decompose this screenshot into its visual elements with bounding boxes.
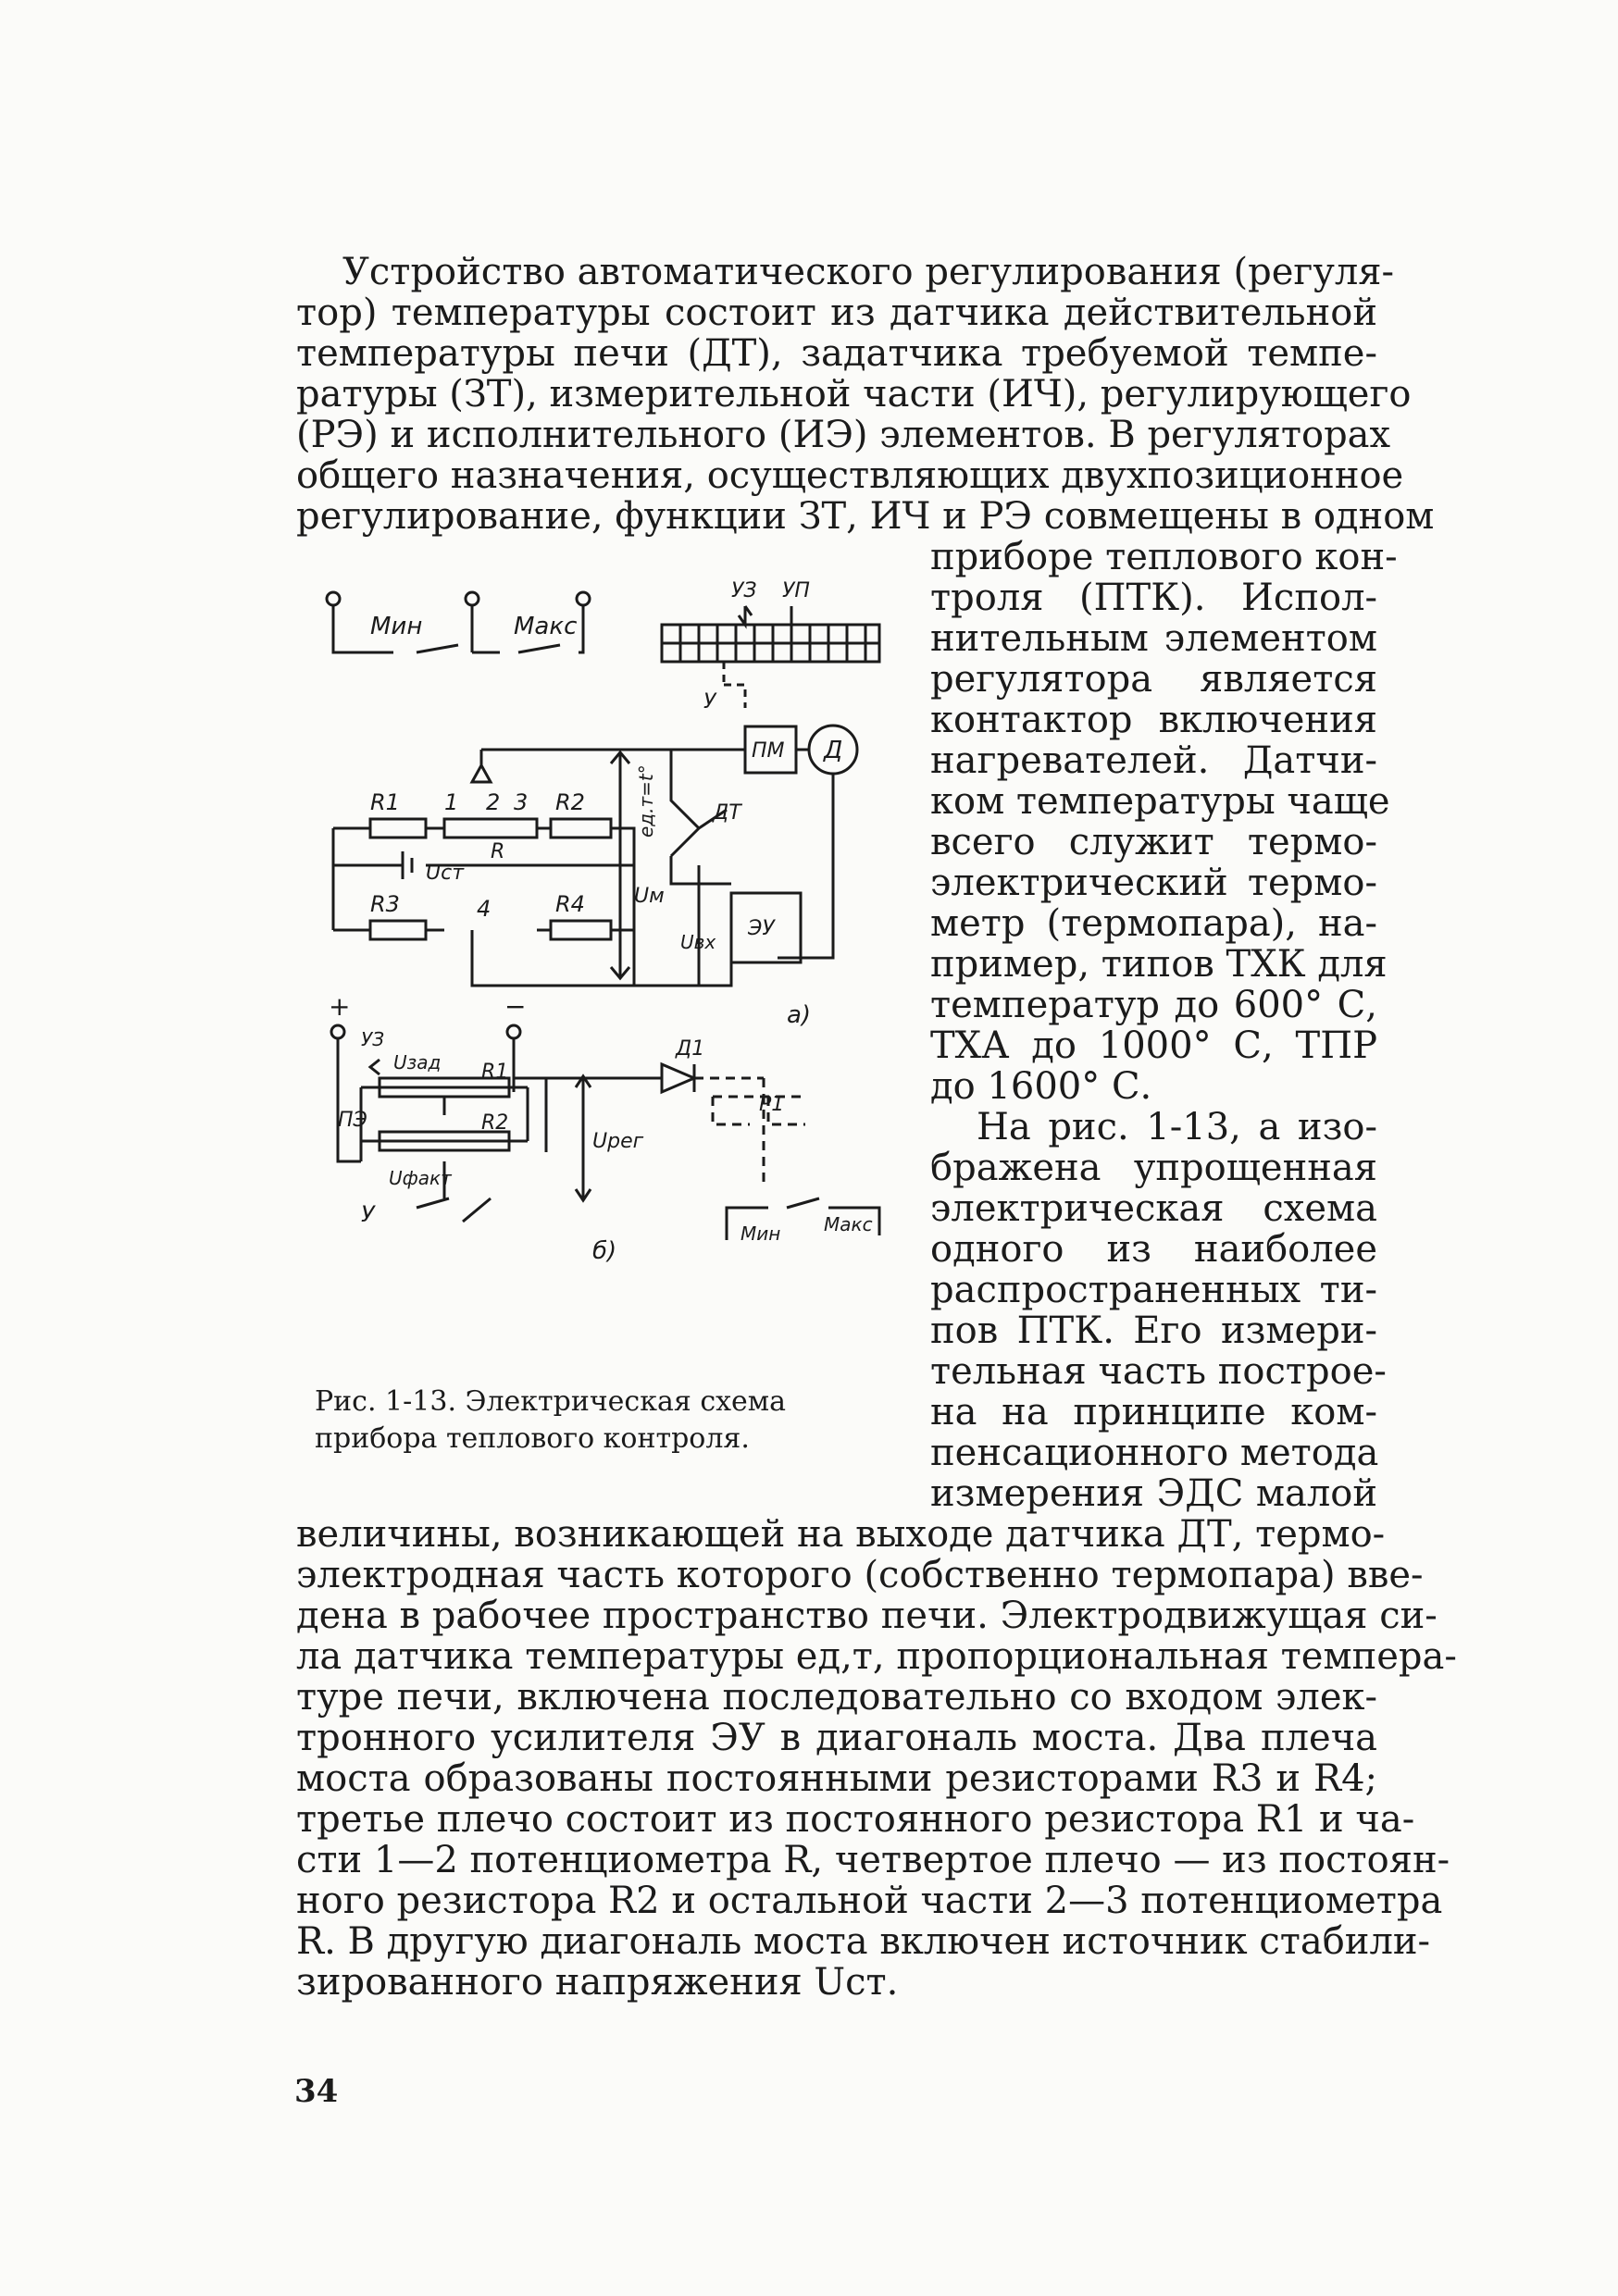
- label-min: Мин: [370, 613, 423, 640]
- label-uvx: Uвх: [680, 931, 716, 953]
- text-line: троля (ПТК). Испол-: [930, 577, 1377, 619]
- text-line: третье плечо состоит из постоянного резистора R1 и ча-: [296, 1798, 1415, 1841]
- text-line: ла датчика температуры eд,т, пропорциональная темпера-: [296, 1635, 1457, 1678]
- label-max: Макс: [514, 613, 578, 640]
- text-line: общего назначения, осуществляющих двухпозиционное: [296, 454, 1404, 497]
- label-r2-b: R2: [481, 1111, 509, 1135]
- figure-caption-line2: прибора теплового контроля.: [315, 1422, 750, 1455]
- label-d1: Д1: [676, 1037, 705, 1061]
- text-line: регулирование, функции ЗТ, ИЧ и РЭ совмещены в одном: [296, 495, 1435, 538]
- text-line: Устройство автоматического регулирования (регуля-: [342, 251, 1395, 293]
- text-line: моста образованы постоянными резисторами R3 и R4;: [296, 1757, 1377, 1800]
- circuit-diagram: [305, 560, 902, 1356]
- label-plus: +: [329, 991, 351, 1022]
- label-uz: УЗ: [731, 579, 757, 602]
- label-n4: 4: [477, 896, 492, 922]
- label-y: У: [703, 690, 716, 714]
- text-line: ТХА до 1000° С, ТПР: [930, 1024, 1377, 1067]
- label-pm: ПМ: [752, 739, 785, 763]
- page-number: 34: [294, 2073, 339, 2110]
- label-um: Uм: [634, 885, 665, 908]
- label-max2: Макс: [824, 1213, 873, 1235]
- text-line: R. В другую диагональ моста включен источник стабили-: [296, 1920, 1431, 1963]
- text-line: величины, возникающей на выходе датчика ДТ, термо-: [296, 1513, 1386, 1556]
- text-line: до 1600° С.: [930, 1065, 1152, 1108]
- text-line: ратуры (ЗТ), измерительной части (ИЧ), регулирующего: [296, 373, 1412, 416]
- text-line: всего служит термо-: [930, 821, 1377, 863]
- figure-caption-line1: Рис. 1-13. Электрическая схема: [315, 1385, 787, 1418]
- label-ufakt: Uфакт: [389, 1167, 452, 1189]
- text-line: измерения ЭДС малой: [930, 1472, 1377, 1515]
- label-r3: R3: [370, 891, 400, 917]
- label-a: а): [787, 1001, 812, 1029]
- label-uz2: УЗ: [361, 1028, 385, 1050]
- label-n3: 3: [514, 789, 529, 815]
- label-b: б): [592, 1237, 617, 1265]
- label-r1: R1: [370, 789, 400, 815]
- text-line: сти 1—2 потенциометра R, четвертое плечо — из постоян-: [296, 1839, 1450, 1881]
- text-line: метр (термопара), на-: [930, 902, 1377, 945]
- text-line: электрическая схема: [930, 1187, 1377, 1230]
- label-dt: ДТ: [713, 801, 741, 825]
- text-line: температуры печи (ДТ), задатчика требуемой темпе-: [296, 332, 1377, 375]
- text-line: тор) температуры состоит из датчика действительной: [296, 292, 1377, 334]
- label-n1: 1: [444, 789, 459, 815]
- label-d: Д: [824, 737, 843, 764]
- text-line: пенсационного метода: [930, 1432, 1379, 1474]
- text-line: тельная часть построе-: [930, 1350, 1387, 1393]
- text-line: нительным элементом: [930, 617, 1377, 660]
- label-uzad: Uзад: [393, 1051, 442, 1074]
- text-line: электрический термо-: [930, 862, 1377, 904]
- text-line: ного резистора R2 и остальной части 2—3 потенциометра: [296, 1880, 1443, 1922]
- label-ureg: Uрег: [592, 1130, 644, 1153]
- text-line: на на принципе ком-: [930, 1391, 1377, 1433]
- text-line: электродная часть которого (собственно термопара) вве-: [296, 1554, 1424, 1596]
- label-r2: R2: [555, 789, 585, 815]
- text-line: тронного усилителя ЭУ в диагональ моста. Два плеча: [296, 1717, 1377, 1759]
- text-line: дена в рабочее пространство печи. Электродвижущая си-: [296, 1595, 1438, 1637]
- text-line: распространенных ти-: [930, 1269, 1377, 1311]
- text-line: одного из наиболее: [930, 1228, 1377, 1271]
- text-line: пов ПТК. Его измери-: [930, 1309, 1377, 1352]
- text-line: приборе теплового кон-: [930, 536, 1398, 578]
- label-r4: R4: [555, 891, 585, 917]
- label-eu: ЭУ: [748, 917, 775, 940]
- label-edt: eд.т=t°: [635, 764, 657, 838]
- text-line: температур до 600° С,: [930, 984, 1377, 1026]
- text-line: зированного напряжения Uст.: [296, 1961, 899, 2004]
- label-p1: Р1: [759, 1093, 785, 1116]
- label-r: R: [491, 840, 505, 863]
- label-pe: ПЭ: [338, 1109, 367, 1132]
- label-n2: 2: [486, 789, 501, 815]
- text-line: нагревателей. Датчи-: [930, 739, 1377, 782]
- text-line: контактор включения: [930, 699, 1377, 741]
- text-line: На рис. 1-13, а изо-: [977, 1106, 1377, 1148]
- text-line: бражена упрощенная: [930, 1147, 1377, 1189]
- label-ust: Uст: [426, 862, 465, 885]
- label-min2: Мин: [741, 1222, 781, 1245]
- text-line: туре печи, включена последовательно со входом элек-: [296, 1676, 1377, 1719]
- text-line: пример, типов ТХК для: [930, 943, 1388, 986]
- label-up: УП: [782, 579, 810, 602]
- label-r1-b: R1: [481, 1061, 509, 1084]
- text-line: ком температуры чаще: [930, 780, 1390, 823]
- label-minus: −: [504, 991, 527, 1022]
- text-line: регулятора является: [930, 658, 1377, 701]
- label-y2: У: [361, 1201, 375, 1227]
- text-line: (РЭ) и исполнительного (ИЭ) элементов. В регуляторах: [296, 414, 1391, 456]
